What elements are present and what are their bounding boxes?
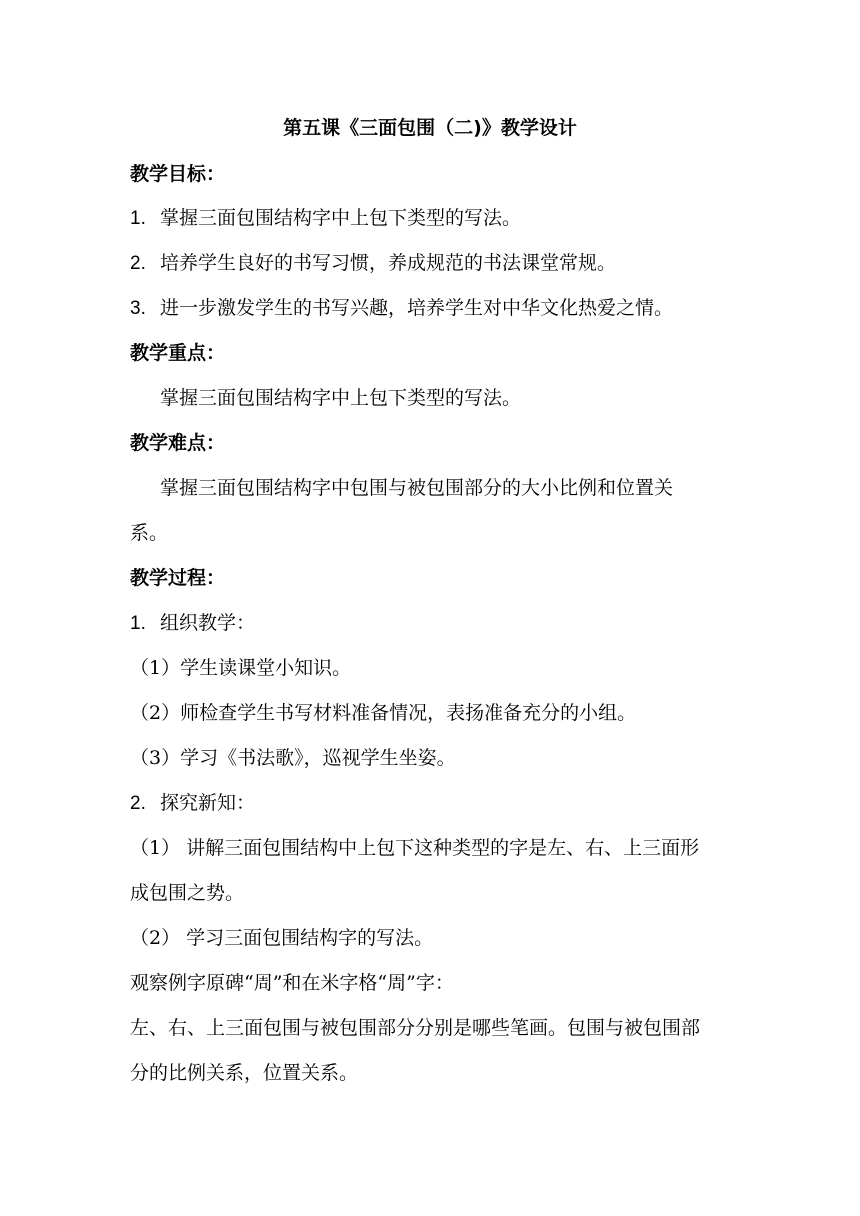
question-line1: 左、右、上三面包围与被包围部分分别是哪些笔画。包围与被包围部 — [130, 1017, 701, 1039]
difficulties-text-line1: 掌握三面包围结构字中包围与被包围部分的大小比例和位置关 — [160, 477, 674, 499]
list-number: 1. — [130, 613, 146, 634]
objectives-heading: 教学目标： — [130, 163, 226, 185]
process-step — [130, 791, 255, 816]
objective-item — [130, 296, 673, 321]
objective-item — [130, 251, 616, 276]
objective-text: 培养学生良好的书写习惯，养成规范的书法课堂常规。 — [160, 252, 617, 274]
step-label: 组织教学： — [160, 612, 256, 634]
page-title: 第五课《三面包围（二)》教学设计 — [283, 117, 577, 139]
list-number: 3. — [130, 298, 146, 319]
objective-item — [130, 206, 521, 231]
list-number: 2. — [130, 253, 146, 274]
key-points-text: 掌握三面包围结构字中上包下类型的写法。 — [160, 387, 522, 409]
process-substep-line2: 成包围之势。 — [130, 882, 245, 904]
step-label: 探究新知： — [160, 792, 256, 814]
list-number: 1. — [130, 208, 146, 229]
question-line2: 分的比例关系，位置关系。 — [130, 1062, 359, 1084]
process-substep: （2） 学习三面包围结构字的写法。 — [130, 927, 434, 949]
process-substep-line1: （1） 讲解三面包围结构中上包下这种类型的字是左、右、上三面形 — [130, 837, 700, 859]
difficulties-heading: 教学难点： — [130, 432, 226, 454]
objective-text: 进一步激发学生的书写兴趣，培养学生对中华文化热爱之情。 — [160, 297, 674, 319]
objective-text: 掌握三面包围结构字中上包下类型的写法。 — [160, 207, 522, 229]
key-points-heading: 教学重点： — [130, 342, 226, 364]
process-substep: （1）学生读课堂小知识。 — [130, 657, 352, 679]
list-number: 2. — [130, 793, 146, 814]
process-heading: 教学过程： — [130, 567, 226, 589]
process-substep: （3）学习《书法歌》，巡视学生坐姿。 — [130, 747, 456, 769]
process-step — [130, 611, 255, 636]
observe-text: 观察例字原碑“周”和在米字格“周”字： — [130, 972, 454, 994]
difficulties-text-line2: 系。 — [130, 522, 169, 544]
process-substep: （2）师检查学生书写材料准备情况，表扬准备充分的小组。 — [130, 702, 637, 724]
